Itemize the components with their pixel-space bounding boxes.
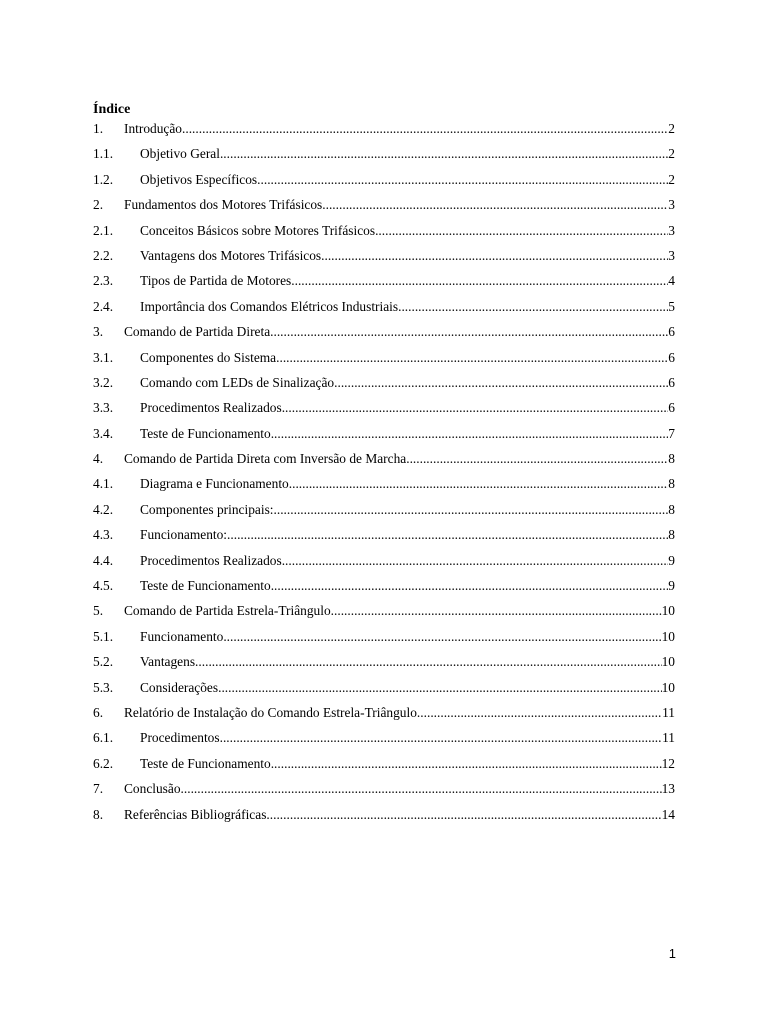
toc-dot-leader	[181, 778, 662, 800]
toc-dot-leader	[227, 524, 668, 546]
toc-dot-leader	[375, 220, 668, 242]
toc-entry-title: Diagrama e Funcionamento	[140, 476, 289, 492]
toc-entry-page: 12	[661, 755, 675, 771]
toc-entry-page: 13	[661, 781, 675, 797]
toc-entry[interactable]	[93, 245, 675, 270]
toc-dot-leader	[334, 372, 668, 394]
toc-entry-page: 11	[662, 730, 675, 746]
toc-entry-title: Comando de Partida Direta	[124, 324, 271, 340]
toc-entry-number: 5.1.	[93, 628, 114, 644]
toc-dot-leader	[271, 575, 669, 597]
toc-entry[interactable]	[93, 423, 675, 448]
toc-entry-page: 6	[668, 324, 675, 340]
toc-entry-title: Vantagens	[140, 654, 196, 670]
toc-entry-number: 4.2.	[93, 501, 114, 517]
toc-entry-number: 4.4.	[93, 552, 114, 568]
toc-entry-page: 10	[661, 603, 675, 619]
toc-entry-title: Objetivos Específicos	[140, 171, 258, 187]
toc-dot-leader	[266, 804, 661, 826]
toc-entry-number: 5.3.	[93, 679, 114, 695]
toc-entry[interactable]	[93, 753, 675, 778]
toc-entry-page: 10	[661, 628, 675, 644]
toc-dot-leader	[271, 753, 662, 775]
toc-entry[interactable]	[93, 626, 675, 651]
toc-entry[interactable]	[93, 347, 675, 372]
toc-entry-number: 3.3.	[93, 400, 114, 416]
toc-entry-title: Objetivo Geral	[140, 146, 220, 162]
toc-dot-leader	[220, 727, 663, 749]
toc-dot-leader	[406, 448, 668, 470]
toc-entry-page: 2	[668, 171, 675, 187]
toc-dot-leader	[282, 550, 669, 572]
toc-entry-title: Fundamentos dos Motores Trifásicos	[124, 197, 323, 213]
toc-entry-title: Funcionamento:	[140, 527, 228, 543]
toc-entry-number: 4.1.	[93, 476, 114, 492]
toc-entry-number: 6.1.	[93, 730, 114, 746]
toc-entry-page: 3	[668, 197, 675, 213]
toc-entry[interactable]	[93, 220, 675, 245]
toc-entry-number: 2.2.	[93, 247, 114, 263]
toc-heading: Índice	[93, 102, 131, 117]
toc-entry-page: 8	[668, 451, 675, 467]
toc-entry-number: 3.1.	[93, 349, 114, 365]
toc-entry-title: Teste de Funcionamento	[140, 425, 271, 441]
toc-dot-leader	[321, 245, 668, 267]
toc-dot-leader	[274, 499, 669, 521]
toc-entry-title: Tipos de Partida de Motores	[140, 273, 292, 289]
toc-entry-page: 4	[668, 273, 675, 289]
toc-dot-leader	[271, 423, 669, 445]
toc-entry[interactable]	[93, 270, 675, 295]
toc-entry[interactable]	[93, 169, 675, 194]
table-of-contents	[93, 118, 675, 829]
toc-entry-number: 4.5.	[93, 578, 114, 594]
toc-entry[interactable]	[93, 143, 675, 168]
toc-dot-leader	[322, 194, 668, 216]
toc-entry[interactable]	[93, 194, 675, 219]
toc-entry-number: 6.	[93, 704, 104, 720]
toc-entry-number: 4.3.	[93, 527, 114, 543]
toc-entry-number: 8.	[93, 806, 104, 822]
toc-dot-leader	[282, 397, 669, 419]
toc-entry-title: Conclusão	[124, 781, 181, 797]
toc-dot-leader	[220, 143, 668, 165]
toc-dot-leader	[276, 347, 668, 369]
toc-entry-number: 6.2.	[93, 755, 114, 771]
toc-dot-leader	[195, 651, 662, 673]
toc-entry-page: 2	[668, 146, 675, 162]
toc-entry-title: Componentes principais:	[140, 501, 274, 517]
toc-entry[interactable]	[93, 677, 675, 702]
toc-entry[interactable]	[93, 296, 675, 321]
toc-entry-page: 7	[668, 425, 675, 441]
toc-entry-page: 3	[668, 247, 675, 263]
toc-dot-leader	[398, 296, 668, 318]
toc-entry-number: 3.	[93, 324, 104, 340]
toc-entry-page: 11	[662, 704, 675, 720]
toc-entry-title: Comando com LEDs de Sinalização	[140, 374, 335, 390]
toc-entry-title: Procedimentos	[140, 730, 220, 746]
toc-entry[interactable]	[93, 804, 675, 829]
toc-entry-title: Introdução	[124, 121, 183, 136]
toc-entry-page: 9	[668, 578, 675, 594]
toc-entry-page: 10	[661, 679, 675, 695]
toc-entry-number: 2.1.	[93, 222, 114, 238]
toc-dot-leader	[291, 270, 668, 292]
toc-entry-number: 2.3.	[93, 273, 114, 289]
toc-entry[interactable]	[93, 727, 675, 752]
toc-entry[interactable]	[93, 575, 675, 600]
toc-entry[interactable]	[93, 372, 675, 397]
toc-entry-title: Relatório de Instalação do Comando Estrela-Triângulo	[124, 704, 417, 720]
toc-entry-title: Teste de Funcionamento	[140, 755, 271, 771]
toc-entry[interactable]	[93, 702, 675, 727]
toc-entry-number: 5.2.	[93, 654, 114, 670]
toc-entry-page: 2	[668, 121, 675, 136]
toc-entry-page: 5	[668, 298, 675, 314]
toc-entry-number: 2.4.	[93, 298, 114, 314]
toc-entry-title: Teste de Funcionamento	[140, 578, 271, 594]
toc-entry-number: 4.	[93, 451, 104, 467]
toc-entry-number: 3.4.	[93, 425, 114, 441]
toc-entry-title: Funcionamento	[140, 628, 224, 644]
toc-entry-title: Procedimentos Realizados	[140, 400, 282, 416]
page-number: 1	[668, 946, 676, 961]
toc-entry-title: Comando de Partida Direta com Inversão de Marcha	[124, 451, 407, 467]
toc-entry-page: 6	[668, 349, 675, 365]
toc-entry-title: Referências Bibliográficas	[124, 806, 267, 822]
toc-dot-leader	[257, 169, 668, 191]
toc-entry-number: 1.1.	[93, 146, 114, 162]
toc-entry-page: 8	[668, 476, 675, 492]
toc-entry-number: 1.2.	[93, 171, 114, 187]
toc-entry[interactable]	[93, 550, 675, 575]
toc-dot-leader	[182, 118, 668, 140]
toc-entry[interactable]	[93, 600, 675, 625]
toc-entry[interactable]	[93, 499, 675, 524]
toc-entry-number: 5.	[93, 603, 104, 619]
toc-entry-page: 9	[668, 552, 675, 568]
toc-entry-number: 1.	[93, 121, 104, 136]
toc-entry-number: 2.	[93, 197, 104, 213]
toc-entry-page: 14	[661, 806, 675, 822]
toc-dot-leader	[223, 626, 661, 648]
toc-entry[interactable]	[93, 118, 675, 143]
toc-entry-page: 3	[668, 222, 675, 238]
toc-dot-leader	[270, 321, 668, 343]
toc-entry-title: Comando de Partida Estrela-Triângulo	[124, 603, 331, 619]
toc-entry-title: Conceitos Básicos sobre Motores Trifásicos	[140, 222, 376, 238]
toc-entry[interactable]	[93, 524, 675, 549]
toc-entry[interactable]	[93, 321, 675, 346]
toc-entry[interactable]	[93, 778, 675, 803]
toc-entry-title: Importância dos Comandos Elétricos Industriais	[140, 298, 399, 314]
toc-dot-leader	[218, 677, 662, 699]
toc-entry-page: 6	[668, 374, 675, 390]
toc-dot-leader	[331, 600, 662, 622]
toc-entry[interactable]	[93, 473, 675, 498]
toc-entry[interactable]	[93, 397, 675, 422]
toc-entry-title: Vantagens dos Motores Trifásicos	[140, 247, 322, 263]
toc-entry-number: 7.	[93, 781, 104, 797]
toc-dot-leader	[417, 702, 662, 724]
toc-entry-page: 8	[668, 501, 675, 517]
toc-entry-page: 6	[668, 400, 675, 416]
toc-entry-title: Componentes do Sistema	[140, 349, 277, 365]
toc-entry-page: 8	[668, 527, 675, 543]
toc-dot-leader	[289, 473, 669, 495]
toc-entry-number: 3.2.	[93, 374, 114, 390]
toc-entry[interactable]	[93, 651, 675, 676]
toc-entry[interactable]	[93, 448, 675, 473]
toc-entry-title: Procedimentos Realizados	[140, 552, 282, 568]
toc-entry-page: 10	[661, 654, 675, 670]
toc-entry-title: Considerações	[140, 679, 219, 695]
